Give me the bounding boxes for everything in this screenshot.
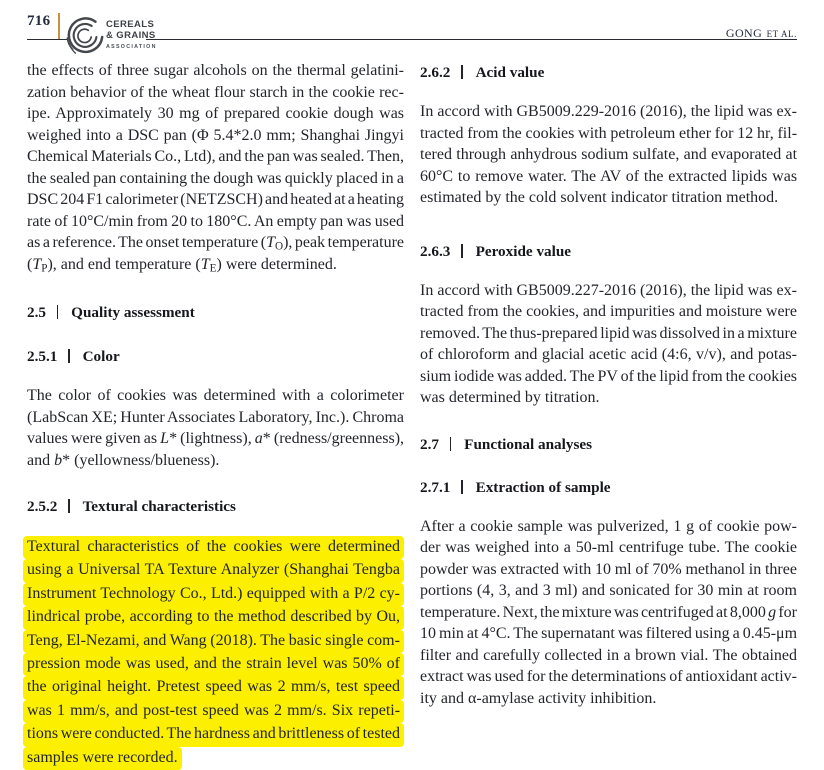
section-heading-2-5-1: 2.5.1 Color: [27, 348, 120, 365]
cereals-grains-association-logo: [64, 15, 174, 59]
section-heading-2-6-3: 2.6.3 Peroxide value: [420, 242, 572, 260]
section-heading-2-7: 2.7 Functional analyses: [420, 435, 593, 453]
running-head-author: GONG: [725, 26, 763, 40]
grain-swirl-icon: [64, 15, 106, 59]
left-column: [27, 60, 404, 770]
running-head-etal: ET AL.: [766, 29, 797, 39]
page-number: 716: [27, 13, 51, 29]
right-column: [420, 60, 797, 770]
paragraph-dsc-method: the effects of three sugar alcohols on the thermal gelatini- zation behavior of the wheat flour starch in the cookie rec- ipe. Approximately 30 mg of prepared cookie dough was weighed into a DSC pan (Φ 5.4*2.0 mm; Shanghai Jingyi Chemical Materials Co., Ltd), and the pan was sealed. Then, the sealed pan containing the dough was quickly placed in a DSC 204 F1 calorimeter (NETZSCH) and heated at a heating rate of 10°C/min from 20 to 180°C. An empty pan was used as a reference. The onset temperature $(T_O)$, peak temperature $(T_P)$, and end temperature $(T_E)$ were determined.: [27, 62, 405, 274]
heading-divider: [450, 437, 451, 451]
header-accent-bar: [58, 13, 60, 40]
header-rule-right: [146, 39, 797, 40]
section-heading-2-7-1: 2.7.1 Extraction of sample: [420, 478, 611, 496]
heading-divider: [68, 499, 69, 513]
logo-text: [106, 20, 157, 53]
logo-line-association: ASSOCIATION: [106, 44, 157, 50]
paragraph-acid-value: In accord with GB5009.229-2016 (2016), the lipid was ex- tracted from the cookies with petroleum ether for 12 hr, fil- tered through anhydrous sodium sulfate, and evaporated at 60°C to remove water. The AV of the extracted lipids was estimated by the cold solvent indicator titration method.: [420, 103, 798, 206]
section-heading-2-5: 2.5 Quality assessment: [27, 304, 195, 321]
heading-divider: [461, 480, 462, 494]
paragraph-extraction: After a cookie sample was pulverized, 1 g of cookie pow- der was weighed into a 50-ml centrifuge tube. The cookie powder was extracted with 10 ml of 70% methanol in three portions (4, 3, and 3 ml) and sonicated for 30 min at room temperature. Next, the mixture was centrifuged at 8,000 g for 10 min at 4°C. The supernatant was filtered using a 0.45-μm filter and carefully collected in a brown vial. The obtained extract was used for the determinations of antioxidant activ- ity and α-amylase activity inhibition.: [420, 517, 798, 707]
heading-divider: [461, 244, 462, 258]
paragraph-peroxide-value: In accord with GB5009.227-2016 (2016), the lipid was ex- tracted from the cookies, and impurities and moisture were removed. The thus-prepared lipid was dissolved in a mixture of chloroform and glacial acetic acid (4:6, v/v), and potas- sium iodide was added. The PV of the lipid from the cookies was determined by titration.: [420, 281, 798, 406]
heading-divider: [461, 65, 462, 79]
running-head: [726, 24, 797, 42]
header-rule-left: [27, 39, 67, 40]
paragraph-color: The color of cookies was determined with a colorimeter (LabScan XE; Hunter Associates Laboratory, Inc.). Chroma values were given as L* (lightness), a* (redness/greenness), and b* (yellowness/blueness).: [27, 387, 405, 469]
section-heading-2-5-2: 2.5.2 Textural characteristics: [27, 498, 236, 515]
heading-divider: [57, 305, 58, 319]
two-column-body: [0, 40, 824, 770]
logo-line-cereals: CEREALS: [106, 19, 155, 30]
heading-divider: [68, 349, 69, 363]
logo-line-grains: & GRAINS: [106, 29, 156, 41]
paragraph-textural-highlighted: Textural characteristics of the cookies were determined using a Universal TA Texture Analyzer (Shanghai Tengba Instrument Technology Co., Ltd.) equipped with a P/2 cy- lindrical probe, according to the method described by Ou, Teng, El-Nezami, and Wang (2018). The basic single com- pression mode was used, and the strain level was 50% of the original height. Pretest speed was 2 mm/s, test speed was 1 mm/s, and post-test speed was 2 mm/s. Six repeti- tions were conducted. The hardness and brittleness of tested samples were recorded.: [27, 536, 404, 770]
section-heading-2-6-2: 2.6.2 Acid value: [420, 64, 545, 81]
page-header: [0, 0, 824, 50]
